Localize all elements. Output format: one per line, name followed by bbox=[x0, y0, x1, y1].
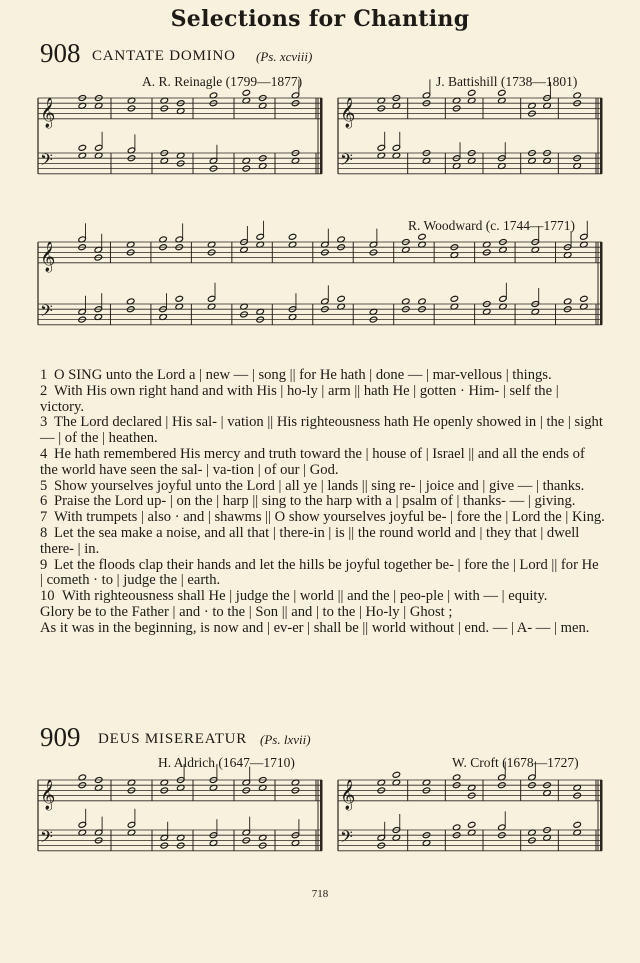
verse bbox=[40, 621, 605, 637]
chant-title: CANTATE DOMINO bbox=[92, 48, 236, 64]
bass-clef-icon: 𝄢 bbox=[40, 149, 53, 174]
verse bbox=[40, 510, 605, 526]
verse bbox=[40, 605, 605, 621]
chant-number: 908 bbox=[40, 38, 81, 68]
composer-credit: R. Woodward (c. 1744—1771) bbox=[408, 218, 576, 233]
verse bbox=[40, 384, 605, 416]
verse-number: 3 bbox=[40, 414, 48, 431]
verse-number: 4 bbox=[40, 445, 48, 462]
composer-credit: A. R. Reinagle (1799—1877) bbox=[142, 74, 303, 89]
verse-text: Glory be to the Father | and · to the | Son || and | to the | Ho-ly | Ghost ; bbox=[40, 603, 453, 620]
verse-text: Show yourselves joyful unto the Lord | all ye | lands || sing re- | joice and | give — | thanks. bbox=[54, 477, 585, 494]
verse bbox=[40, 368, 605, 384]
page-number: 718 bbox=[311, 888, 329, 900]
verse-text: The Lord declared | His sal- | vation || His righteousness hath He openly showed in | the | sight — | of the | heathen. bbox=[40, 414, 603, 447]
staff-lines bbox=[38, 242, 603, 325]
verse bbox=[40, 447, 605, 479]
composer-credit: H. Aldrich (1647—1710) bbox=[158, 755, 295, 770]
psalm-reference: (Ps. lxvii) bbox=[260, 732, 311, 747]
music-system bbox=[336, 92, 604, 198]
verse-text: He hath remembered His mercy and truth toward the | house of | Israel || and all the ends of the world have seen the sal- | va-tion | of our | God. bbox=[40, 445, 585, 478]
verse-number: 8 bbox=[40, 524, 48, 541]
verse bbox=[40, 589, 605, 605]
psalm-reference: (Ps. xcviii) bbox=[256, 49, 313, 64]
bass-clef-icon: 𝄢 bbox=[40, 826, 53, 851]
verse-text: With righteousness shall He | judge the | world || and the | peo-ple | with — | equity. bbox=[62, 588, 548, 605]
verse-text: With His own right hand and with His | ho-ly | arm || hath He | gotten · Him- | self the | victory. bbox=[40, 382, 559, 415]
verse-number: 7 bbox=[40, 509, 48, 526]
notes bbox=[78, 221, 588, 323]
verse-number: 5 bbox=[40, 477, 48, 494]
chant-title: DEUS MISEREATUR bbox=[98, 731, 248, 747]
treble-clef-icon: 𝄞 bbox=[40, 97, 56, 128]
verse-text: With trumpets | also · and | shawms || O show yourselves joyful be- | fore the | Lord the | King. bbox=[54, 509, 605, 526]
music-system bbox=[36, 774, 324, 870]
bass-clef-icon: 𝄢 bbox=[340, 826, 353, 851]
verse bbox=[40, 558, 605, 590]
verse-number: 10 bbox=[40, 588, 55, 605]
verse-number: 2 bbox=[40, 382, 48, 399]
verse-text: Let the sea make a noise, and all that | there-in | is || the round world and | they that | dwell there- | in. bbox=[40, 524, 580, 557]
verse bbox=[40, 415, 605, 447]
treble-clef-icon: 𝄞 bbox=[40, 241, 56, 272]
music-system bbox=[36, 92, 324, 198]
verse-text: Praise the Lord up- | on the | harp || sing to the harp with a | psalm of | thanks- — | giving. bbox=[54, 493, 576, 510]
verse bbox=[40, 526, 605, 558]
treble-clef-icon: 𝄞 bbox=[340, 97, 356, 128]
treble-clef-icon: 𝄞 bbox=[40, 779, 56, 810]
verse-number: 6 bbox=[40, 493, 48, 510]
music-system bbox=[36, 236, 604, 354]
verse-text-block bbox=[40, 368, 605, 637]
music-system bbox=[336, 774, 604, 870]
verse-number: 1 bbox=[40, 367, 48, 383]
verse-text: O SING unto the Lord a | new — | song || for He hath | done — | mar-vellous | things. bbox=[54, 367, 552, 383]
verse bbox=[40, 494, 605, 510]
treble-clef-icon: 𝄞 bbox=[340, 779, 356, 810]
verse-text: As it was in the beginning, is now and | ev-er | shall be || world without | end. — | A- — | men. bbox=[40, 619, 590, 636]
verse bbox=[40, 479, 605, 495]
composer-credit: W. Croft (1678—1727) bbox=[452, 755, 579, 770]
bass-clef-icon: 𝄢 bbox=[340, 149, 353, 174]
staff-lines bbox=[38, 98, 323, 174]
verse-text: Let the floods clap their hands and let the hills be joyful together be- | fore the | Lord || for He | cometh · to | judge the | earth. bbox=[40, 556, 599, 589]
verse-number: 9 bbox=[40, 556, 48, 573]
bass-clef-icon: 𝄢 bbox=[40, 300, 53, 325]
chant-number: 909 bbox=[40, 722, 81, 752]
composer-credit: J. Battishill (1738—1801) bbox=[436, 74, 578, 89]
page-heading: Selections for Chanting bbox=[170, 6, 470, 32]
